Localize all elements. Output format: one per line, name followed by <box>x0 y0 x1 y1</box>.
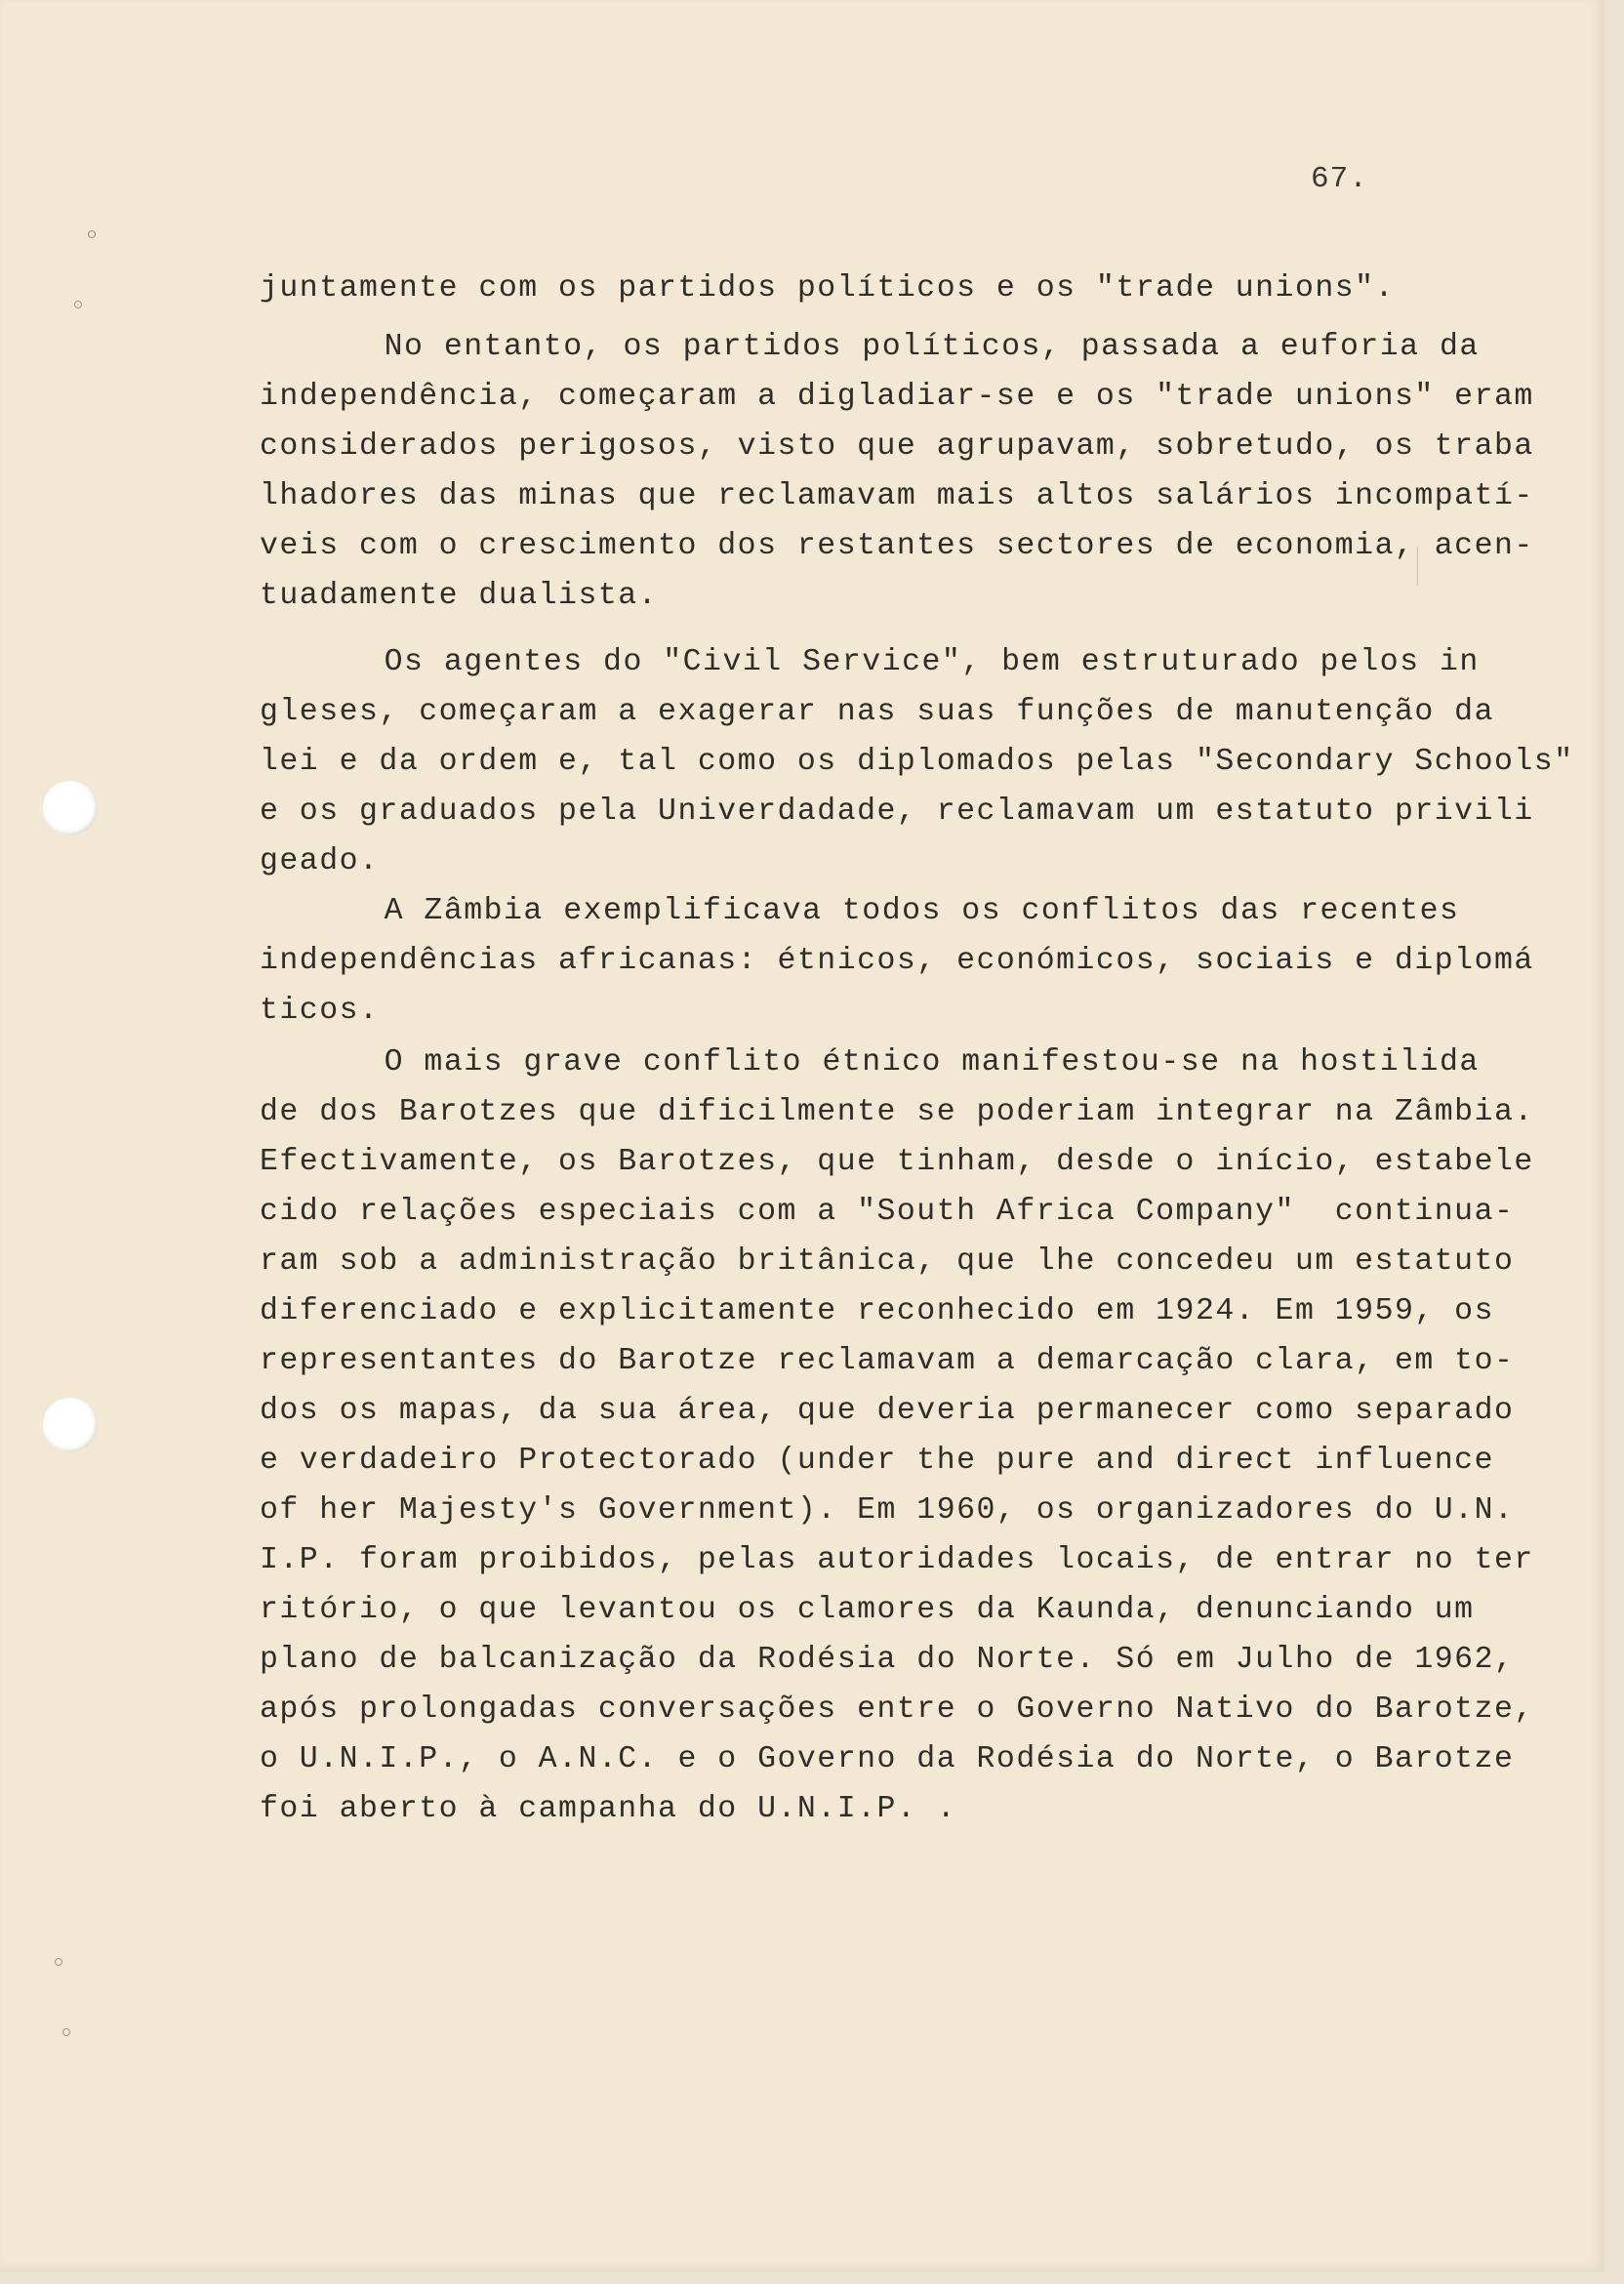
text-line: dos os mapas, da sua área, que deveria permanecer como separado <box>260 1394 1515 1428</box>
text-line: foi aberto à campanha do U.N.I.P. . <box>260 1792 957 1826</box>
text-line: A Zâmbia exemplificava todos os conflitos das recentes <box>304 894 1460 928</box>
text-line: juntamente com os partidos políticos e os "trade unions". <box>260 271 1395 306</box>
text-line: tuadamente dualista. <box>260 579 659 613</box>
paper-mark <box>62 2028 70 2036</box>
text-line: o U.N.I.P., o A.N.C. e o Governo da Rodésia do Norte, o Barotze <box>260 1742 1515 1776</box>
punch-hole-top <box>43 781 98 836</box>
text-line: Efectivamente, os Barotzes, que tinham, desde o início, estabele <box>260 1145 1534 1179</box>
text-line: representantes do Barotze reclamavam a demarcação clara, em to- <box>260 1344 1515 1378</box>
text-line: gleses, começaram a exagerar nas suas funções de manutenção da <box>260 695 1494 729</box>
text-line: e verdadeiro Protectorado (under the pure and direct influence <box>260 1444 1494 1478</box>
text-line: lhadores das minas que reclamavam mais altos salários incompatí- <box>260 479 1534 513</box>
text-line: ram sob a administração britânica, que lhe concedeu um estatuto <box>260 1244 1515 1279</box>
text-line: Os agentes do "Civil Service", bem estruturado pelos in <box>304 645 1480 679</box>
paper-mark <box>55 1958 62 1966</box>
text-line: ritório, o que levantou os clamores da Kaunda, denunciando um <box>260 1593 1475 1627</box>
text-line: lei e da ordem e, tal como os diplomados pelas "Secondary Schools" <box>260 745 1574 779</box>
text-line: considerados perigosos, visto que agrupavam, sobretudo, os traba <box>260 429 1534 464</box>
text-line: cido relações especiais com a "South Africa Company" continua- <box>260 1195 1515 1229</box>
text-line: independências africanas: étnicos, económicos, sociais e diplomá <box>260 944 1534 978</box>
text-line: e os graduados pela Univerdadade, reclamavam um estatuto privili <box>260 795 1534 829</box>
text-line: após prolongadas conversações entre o Governo Nativo do Barotze, <box>260 1693 1534 1727</box>
text-line: O mais grave conflito étnico manifestou-se na hostilida <box>304 1045 1480 1080</box>
text-line: geado. <box>260 844 380 878</box>
text-line: I.P. foram proibidos, pelas autoridades locais, de entrar no ter <box>260 1543 1534 1577</box>
text-line: independência, começaram a digladiar-se e os "trade unions" eram <box>260 380 1534 414</box>
text-line: No entanto, os partidos políticos, passada a euforia da <box>304 330 1480 364</box>
text-line: of her Majesty's Government). Em 1960, os organizadores do U.N. <box>260 1493 1515 1528</box>
text-line: veis com o crescimento dos restantes sectores de economia, acen- <box>260 529 1534 563</box>
page-number: 67. <box>1311 162 1368 196</box>
punch-hole-bottom <box>43 1398 98 1452</box>
text-line: ticos. <box>260 994 380 1028</box>
text-line: diferenciado e explicitamente reconhecido em 1924. Em 1959, os <box>260 1294 1494 1328</box>
paper-mark <box>74 301 82 308</box>
text-line: plano de balcanização da Rodésia do Norte. Só em Julho de 1962, <box>260 1643 1515 1677</box>
text-line: de dos Barotzes que dificilmente se poderiam integrar na Zâmbia. <box>260 1095 1534 1129</box>
paper-mark <box>88 230 96 238</box>
